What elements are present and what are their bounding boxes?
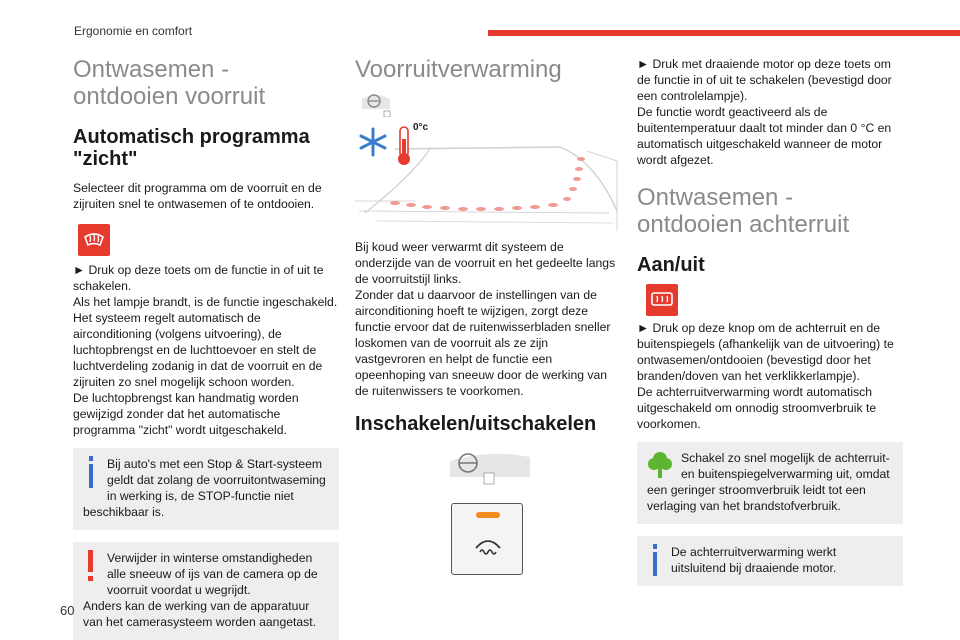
windshield-heating-illustration (355, 121, 621, 233)
eco-note (637, 442, 903, 524)
subtitle-activate-deactivate: Inschakelen/uitschakelen (355, 413, 597, 435)
subtitle-on-off: Aan/uit (637, 254, 705, 276)
info-icon (83, 456, 99, 490)
rear-line-2: De achterruitverwarming wordt automatisch uitgeschakeld om onnodig stroomverbruik te voorkomen. (637, 385, 877, 431)
rear-line-1: ► Druk op deze knop om de achterruit en de buitenspiegels (afhankelijk van de uitvoering) te ontwasemen/ontdooien (bevestigd door het branden/doven van het verklikkerlampje). (637, 321, 894, 383)
page-number: 60 (60, 603, 75, 618)
switch-line-1: ► Druk met draaiende motor op deze toets om de functie in of uit te schakelen (bevestigd door een controlelampje). (637, 57, 892, 103)
switch-line-2: De functie wordt geactiveerd als de buitentemperatuur daalt tot minder dan 0 °C en automatisch uitgeschakeld wanneer de motor wordt afgezet. (637, 105, 892, 167)
warning-icon (83, 550, 99, 584)
heating-line-2: Zonder dat u daarvoor de instellingen van de airconditioning hoeft te wijzigen, zorgt deze functie ervoor dat de ruitenwisserbladen sneller loskomen van de voorruit als ze zijn vastgevroren en helpt de functie een opeenhoping van sneeuw door de werking van de ruitenwissers te voorkomen. (355, 288, 611, 398)
windshield-heating-switch[interactable] (451, 503, 523, 575)
page-header-section: Ergonomie en comfort (74, 24, 193, 38)
column-3 (637, 56, 903, 586)
warning-note-line-2: Anders kan de werking van de apparatuur van het camerasysteem worden aangetast. (83, 599, 317, 629)
windshield-heating-icon (474, 532, 502, 556)
warning-note-camera (73, 542, 339, 640)
body-line-4: De luchtopbrengst kan handmatig worden gewijzigd zonder dat het automatische programma "zicht" wordt uitgeschakeld. (73, 391, 299, 437)
info-note-text: De achterruitverwarming werkt uitsluitend bij draaiende motor. (671, 545, 837, 575)
info-note-engine-running (637, 536, 903, 586)
windshield-defrost-icon (78, 224, 110, 256)
eco-tree-icon (647, 450, 673, 480)
header-accent-bar (488, 30, 960, 36)
section-title-front-defrost: Ontwasemen - ontdooien voorruit (73, 56, 266, 110)
column-1 (73, 56, 339, 640)
column-2 (355, 56, 621, 435)
switch-indicator-light (476, 512, 500, 518)
body-line-3: Het systeem regelt automatisch de airconditioning (volgens uitvoering), de luchtopbrengst en de luchttoevoer en stelt de luchtverdeling zodanig in dat de voorruit en de zijruiten zo snel mogelijk schoon worden. (73, 311, 323, 389)
steering-wheel-switch-illustration (450, 447, 530, 489)
warning-note-line-1: Verwijder in winterse omstandigheden alle sneeuw of ijs van de camera op de voorruit voordat u wegrijdt. (107, 551, 318, 597)
intro-text: Selecteer dit programma om de voorruit en de zijruiten snel te ontwasemen of te ontdooien. (73, 181, 322, 211)
info-icon (647, 544, 663, 578)
subtitle-auto-visibility: Automatisch programma "zicht" (73, 126, 310, 170)
eco-note-text: Schakel zo snel mogelijk de achterruit- en buitenspiegelverwarming uit, omdat een geringer stroomverbruik leidt tot een verlaging van het brandstofverbruik. (647, 451, 890, 513)
section-title-rear-defrost: Ontwasemen - ontdooien achterruit (637, 184, 850, 238)
rear-window-defrost-icon (646, 284, 678, 316)
body-line-2: Als het lampje brandt, is de functie ingeschakeld. (73, 295, 338, 309)
info-note-text: Bij auto's met een Stop & Start-systeem geldt dat zolang de voorruitontwaseming in werking is, de STOP-functie niet beschikbaar is. (83, 457, 326, 519)
info-note-stop-start (73, 448, 339, 530)
steering-wheel-small-icon (360, 89, 392, 117)
temperature-label: 0°c (413, 122, 429, 133)
heating-line-1: Bij koud weer verwarmt dit systeem de onderzijde van de voorruit en het gedeelte langs de voorruitstijl links. (355, 240, 616, 286)
body-line-1: ► Druk op deze toets om de functie in of uit te schakelen. (73, 263, 324, 293)
section-title-windshield-heating: Voorruitverwarming (355, 56, 562, 83)
